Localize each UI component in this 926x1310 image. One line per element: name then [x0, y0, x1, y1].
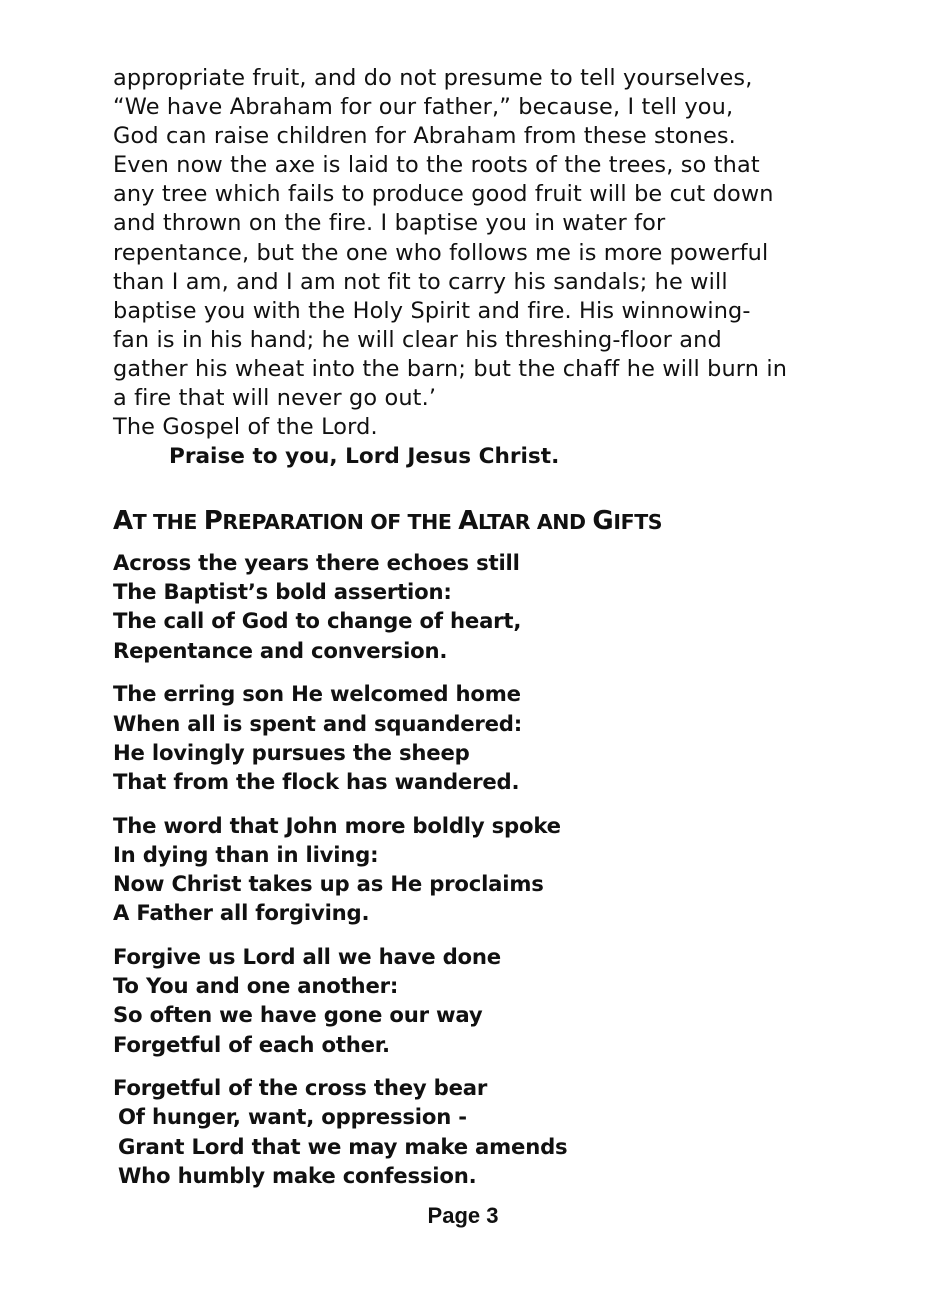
hymn-verse	[113, 1073, 833, 1190]
verse-line: Forgive us Lord all we have done	[113, 943, 501, 969]
gospel-line: fan is in his hand; he will clear his threshing-floor and	[113, 326, 722, 353]
gospel-line: any tree which fails to produce good fruit will be cut down	[113, 181, 774, 208]
gospel-response: Praise to you, Lord Jesus Christ.	[169, 444, 560, 470]
verse-line: The call of God to change of heart,	[113, 608, 522, 634]
verse-line: So often we have gone our way	[113, 1002, 483, 1028]
gospel-line: a fire that will never go out.’	[113, 385, 437, 412]
gospel-closing: The Gospel of the Lord.	[113, 414, 378, 441]
hymn-verse	[113, 942, 833, 1059]
gospel-line: repentance, but the one who follows me is more powerful	[113, 239, 769, 266]
verse-line: When all is spent and squandered:	[113, 710, 523, 736]
verse-line: The Baptist’s bold assertion:	[113, 579, 452, 605]
verse-line: Now Christ takes up as He proclaims	[113, 871, 544, 897]
verse-line: Grant Lord that we may make amends	[118, 1133, 568, 1159]
verse-line: That from the flock has wandered.	[113, 768, 520, 794]
verse-line: Across the years there echoes still	[113, 550, 520, 575]
gospel-line: Even now the axe is laid to the roots of the trees, so that	[113, 152, 760, 179]
gospel-line: “We have Abraham for our father,” because, I tell you,	[113, 94, 734, 121]
gospel-line: and thrown on the fire. I baptise you in water for	[113, 210, 666, 237]
page-number: Page 3	[427, 1203, 499, 1228]
heading-part: A	[458, 506, 478, 536]
heading-part: P	[203, 506, 223, 536]
heading-part: REPARATION OF THE	[222, 510, 459, 534]
verse-line: The erring son He welcomed home	[113, 681, 521, 707]
heading-part: G	[592, 506, 614, 536]
heading-part: T THE	[132, 510, 204, 534]
section-heading	[113, 505, 662, 538]
verse-line: Who humbly make confession.	[118, 1162, 477, 1188]
gospel-line: gather his wheat into the barn; but the chaff he will burn in	[113, 355, 788, 382]
heading-part: IFTS	[613, 510, 663, 534]
hymn	[113, 548, 833, 1205]
verse-line: He lovingly pursues the sheep	[113, 739, 470, 765]
verse-line: Forgetful of the cross they bear	[113, 1075, 488, 1101]
hymn-verse	[113, 811, 833, 928]
heading-part: LTAR AND	[477, 510, 593, 534]
hymn-verse	[113, 548, 833, 665]
verse-line: To You and one another:	[113, 973, 399, 999]
gospel-line: God can raise children for Abraham from these stones.	[113, 123, 736, 150]
verse-line: Repentance and conversion.	[113, 637, 448, 663]
gospel-line: baptise you with the Holy Spirit and fire. His winnowing-	[113, 297, 751, 324]
gospel-reading	[113, 64, 833, 471]
hymn-verse	[113, 679, 833, 796]
verse-line: The word that John more boldly spoke	[113, 812, 561, 838]
verse-line: A Father all forgiving.	[113, 900, 370, 926]
gospel-line: appropriate fruit, and do not presume to tell yourselves,	[113, 65, 753, 91]
heading-part: A	[113, 506, 133, 536]
verse-line: In dying than in living:	[113, 841, 379, 867]
verse-line: Forgetful of each other.	[113, 1031, 390, 1057]
verse-line: Of hunger, want, oppression -	[118, 1104, 467, 1130]
gospel-line: than I am, and I am not fit to carry his sandals; he will	[113, 268, 728, 295]
